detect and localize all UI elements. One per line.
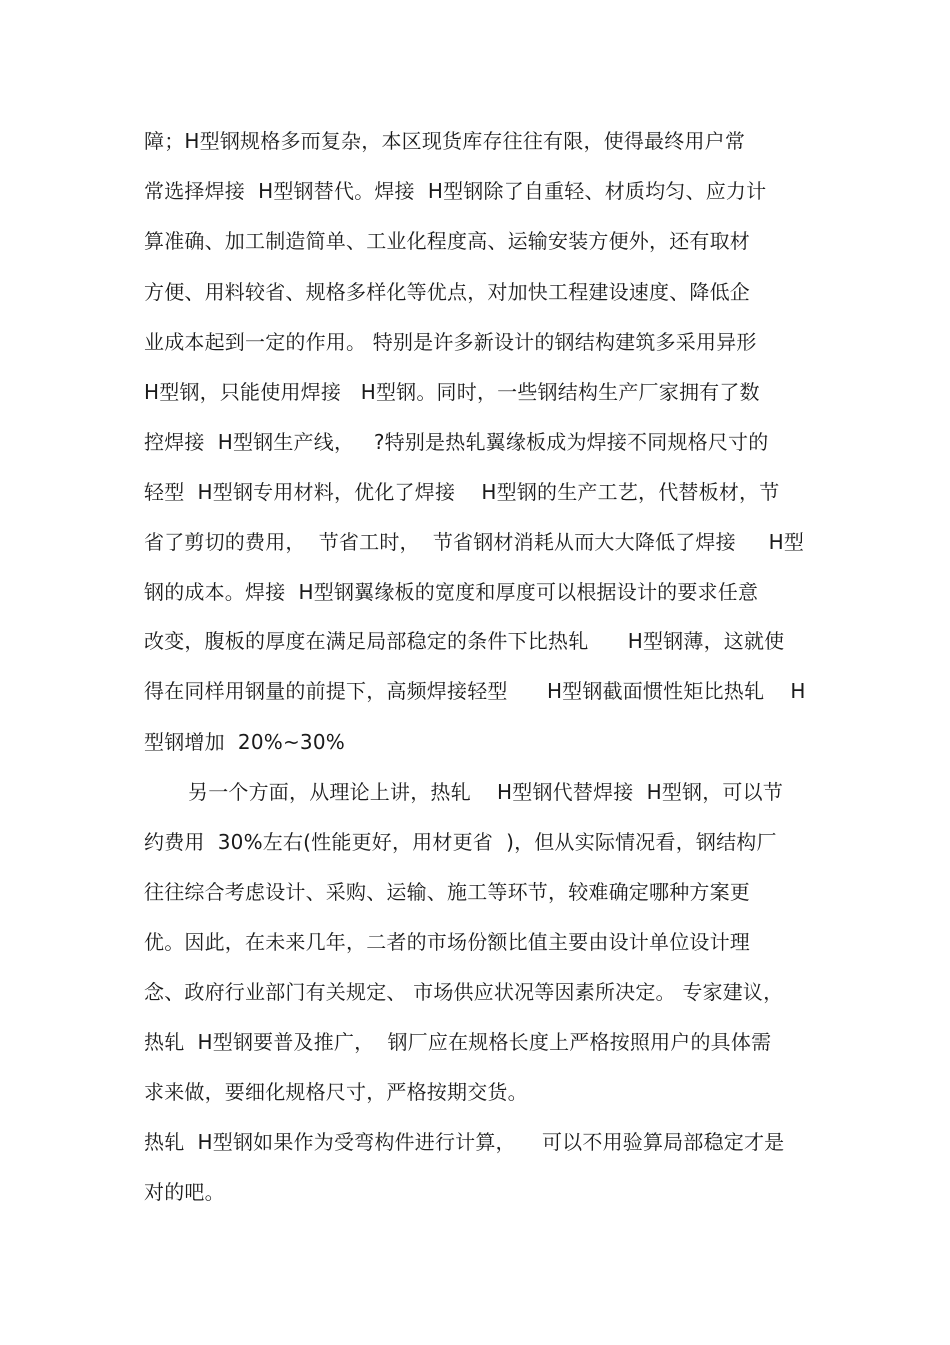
paragraph-line: 优。因此，在未来几年，二者的市场份额比值主要由设计单位设计理: [144, 930, 750, 954]
paragraph-line: 热轧 H型钢如果作为受弯构件进行计算， 可以不用验算局部稳定才是: [144, 1130, 785, 1154]
paragraph-line: 省了剪切的费用， 节省工时， 节省钢材消耗从而大大降低了焊接 H型: [144, 530, 805, 554]
paragraph-line: 障；H型钢规格多而复杂，本区现货库存往往有限，使得最终用户常: [144, 129, 746, 153]
paragraph-line: 方便、用料较省、规格多样化等优点，对加快工程建设速度、降低企: [144, 280, 750, 304]
paragraph-line: 热轧 H型钢要普及推广， 钢厂应在规格长度上严格按照用户的具体需: [144, 1030, 772, 1054]
paragraph-line: 对的吧。: [144, 1180, 225, 1204]
paragraph-line: 约费用 30%左右(性能更好，用材更省 )，但从实际情况看，钢结构厂: [144, 830, 777, 854]
paragraph-line: 念、政府行业部门有关规定、 市场供应状况等因素所决定。 专家建议，: [144, 980, 784, 1004]
paragraph-line: 得在同样用钢量的前提下，高频焊接轻型 H型钢截面惯性矩比热轧 H: [144, 679, 806, 703]
paragraph-line: 改变，腹板的厚度在满足局部稳定的条件下比热轧 H型钢薄，这就使: [144, 629, 785, 653]
paragraph-line: 求来做，要细化规格尺寸，严格按期交货。: [144, 1080, 528, 1104]
paragraph-line: 往往综合考虑设计、采购、运输、施工等环节，较难确定哪种方案更: [144, 880, 750, 904]
paragraph-line: 业成本起到一定的作用。 特别是许多新设计的钢结构建筑多采用异形: [144, 330, 757, 354]
paragraph-line: 控焊接 H型钢生产线， ?特别是热轧翼缘板成为焊接不同规格尺寸的: [144, 430, 769, 454]
paragraph-line: 钢的成本。焊接 H型钢翼缘板的宽度和厚度可以根据设计的要求任意: [144, 580, 759, 604]
paragraph-line: 算准确、加工制造简单、工业化程度高、运输安装方便外，还有取材: [144, 229, 750, 253]
paragraph-line: H型钢，只能使用焊接 H型钢。同时，一些钢结构生产厂家拥有了数: [144, 380, 760, 404]
paragraph-line: 另一个方面，从理论上讲，热轧 H型钢代替焊接 H型钢，可以节: [188, 780, 784, 804]
paragraph-line: 型钢增加 20%~30%: [144, 730, 345, 754]
paragraph-line: 轻型 H型钢专用材料，优化了焊接 H型钢的生产工艺，代替板材，节: [144, 480, 780, 504]
paragraph-line: 常选择焊接 H型钢替代。焊接 H型钢除了自重轻、材质均匀、应力计: [144, 179, 767, 203]
